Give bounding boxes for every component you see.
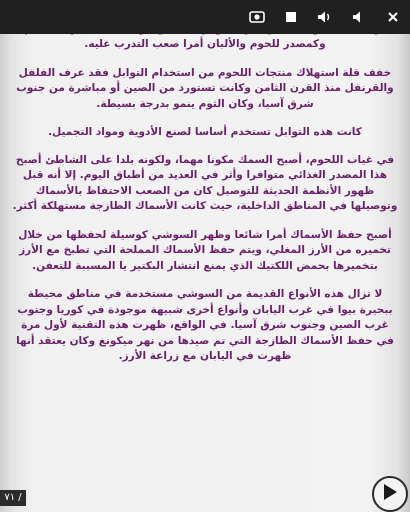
stop-button[interactable]	[274, 0, 308, 34]
paragraph: كانت هذه التوابل تستخدم أساسا لصنع الأدوية ومواد التجميل.	[48, 126, 362, 138]
page-counter: ٧١ /	[0, 490, 26, 506]
media-icon	[249, 10, 265, 24]
paragraph: في غياب اللحوم، أصبح السمك مكونا مهما، ولكونه بلدا على الشاطئ أصبح هذا المصدر الغذائي متوافرا وأثر في العديد من أطباق اليوم. إلا أنه قبل ظهور الأنظمة الحديثة للتوصيل كان من الصعب الاحتفاظ بالأسماك وتوصيلها في المناطق الداخلية، حيث كانت الأسماك الطازجة مستهلكة أكثر.	[12, 153, 398, 212]
bottom-bar	[0, 486, 410, 512]
speaker-button[interactable]	[342, 0, 376, 34]
paragraph: خفف قلة استهلاك منتجات اللحوم من استخدام التوابل فقد عرف الفلفل والقرنفل منذ القرن الثامن وكانت تستورد من الصين أو مباشرة من جنوب شرق آسيا، وكان الثوم ينمو بدرجة بسيطة.	[16, 66, 394, 110]
paragraph: وكمصدر للحوم والألبان أمرا صعب التدرب عليه.	[84, 38, 326, 50]
speaker-icon	[317, 10, 333, 24]
next-arrow-icon	[381, 482, 399, 506]
close-button[interactable]	[376, 0, 410, 34]
toolbar	[0, 0, 410, 34]
next-page-button[interactable]	[372, 476, 408, 512]
page-text	[12, 6, 398, 486]
paragraph: لا تزال هذه الأنواع القديمة من السوشي مستخدمة في مناطق محيطة ببحيرة بيوا في غرب اليابان وأنواع أخرى شبيهة موجودة في كوريا وجنوب غرب الصين وجنوب شرق آسيا. في الواقع، ظهرت هذه التقنية لأول مرة في حفظ الأسماك الطازجة التي تم صيدها من نهر ميكونغ وكان يعتقد أنها ظهرت في اليابان مع زراعة الأرز.	[16, 288, 394, 362]
media-button[interactable]	[240, 0, 274, 34]
close-icon	[387, 11, 399, 23]
paragraph: أصبح حفظ الأسماك أمرا شائعا وظهر السوشي كوسيلة لحفظها من خلال تخميره من الأرز المغلي، ويتم حفظ الأسماك المملحة التي تطبخ مع الأرز بتخميرها بحمض اللكتيك الذي يمنع انتشار البكتير يا المسببة للتعفن.	[18, 228, 392, 272]
volume-button[interactable]	[308, 0, 342, 34]
volume-icon	[352, 10, 366, 24]
stop-icon	[285, 11, 297, 23]
